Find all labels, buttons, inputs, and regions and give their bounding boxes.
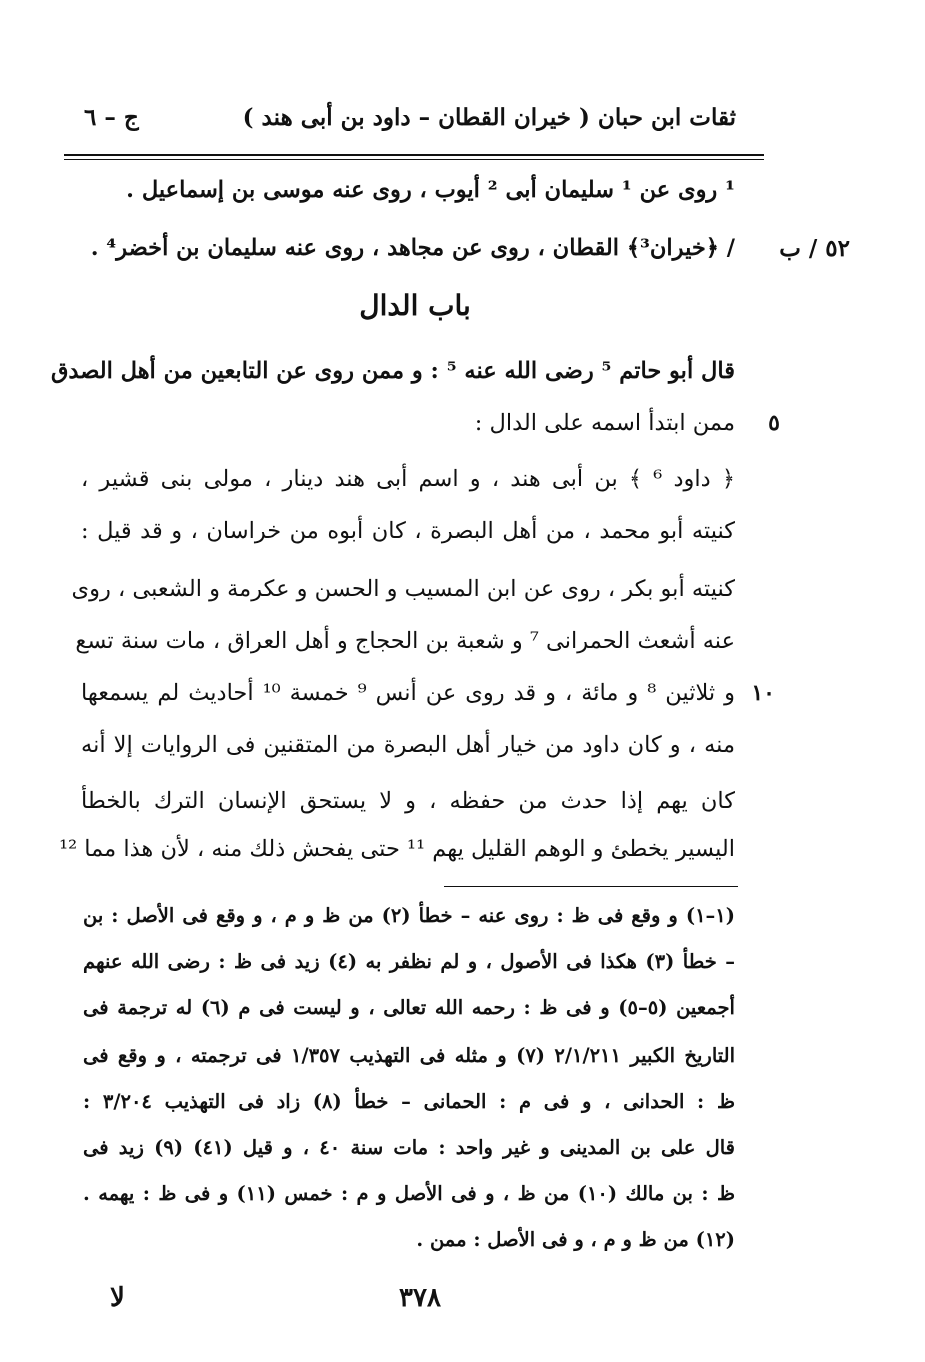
volume-label: ج – ٦: [84, 104, 139, 131]
footnote-rule: [444, 886, 738, 887]
section-title: باب الدال: [359, 289, 471, 322]
body-line: عنه أشعث الحمرانى ⁷ و شعبة بن الحجاج و أهل العراق ، مات سنة تسع: [75, 628, 735, 654]
footnote-line: (١–١) و وقع فى ظ : روى عنه – خطأ (٢) من ظ و م ، و وقع فى الأصل : بن: [83, 904, 736, 927]
body-line: منه ، و كان داود من خيار أهل البصرة من المتقنين فى الروايات إلا أنه: [81, 732, 735, 758]
header-title: ثقات ابن حبان ( خيران القطان – داود بن أبى هند ): [242, 104, 736, 131]
body-line: و ثلاثين ⁸ و مائة ، و قد روى عن أنس ⁹ خمسة ¹⁰ أحاديث لم يسمعها: [81, 680, 735, 706]
running-header: [64, 104, 736, 148]
footnote-line: التاريخ الكبير ٢/١/٢١١ (٧) و مثله فى التهذيب ١/٣٥٧ فى ترجمته ، و وقع فى: [83, 1044, 736, 1067]
footnote-line: أجمعين (٥–٥) و فى ظ : رحمه الله تعالى ، و ليست فى م (٦) له ترجمة فى: [83, 996, 735, 1019]
line-number: ١٠: [751, 680, 775, 706]
header-rule: [64, 154, 764, 160]
body-line: كنيته أبو بكر ، روى عن ابن المسيب و الحسن و عكرمة و الشعبى ، روى: [71, 576, 735, 602]
intro-line: ممن ابتدأ اسمه على الدال :: [474, 410, 735, 436]
line-number: ٥: [768, 410, 780, 436]
footnote-line: قال على بن المدينى و غير واحد : مات سنة ٤٠ ، و قيل (٤١) (٩) زيد فى: [83, 1136, 735, 1159]
body-line: كنيته أبو محمد ، من أهل البصرة ، كان أبوه من خراسان ، و قد قيل :: [81, 518, 735, 544]
page-number: ٣٧٨: [399, 1283, 441, 1313]
footnote-line: ظ : بن مالك (١٠) من ظ ، و فى الأصل و م : خمس (١١) و فى ظ : يهمه .: [83, 1182, 735, 1205]
footnote-line: (١٢) من ظ و م ، و فى الأصل : ممن .: [416, 1228, 735, 1251]
intro-line: قال أبو حاتم ⁵ رضى الله عنه ⁵ : و ممن روى عن التابعين من أهل الصدق: [50, 358, 735, 384]
margin-folio: ٥٢ / ب: [779, 235, 850, 262]
signature-mark: لا: [110, 1283, 125, 1313]
body-line: اليسير يخطئ و الوهم القليل يهم ¹¹ حتى يفحش ذلك منه ، لأن هذا مما ¹²: [59, 836, 735, 862]
footnote-line: – خطأ (٣) هكذا فى الأصول ، و لم نظفر به (٤) زيد فى ظ : رضى الله عنهم: [83, 950, 736, 973]
body-line: ﴿ داود ⁶ ﴾ بن أبى هند ، و اسم أبى هند دينار ، مولى بنى قشير ،: [81, 466, 735, 492]
text-line: ¹ روى عن ¹ سليمان أبى ² أيوب ، روى عنه موسى بن إسماعيل .: [126, 177, 735, 203]
footnote-line: ظ : الحدانى ، و فى م : الحمانى – خطأ (٨) زاد فى التهذيب ٣/٢٠٤ :: [83, 1090, 735, 1113]
text-line: / ﴿خيران³﴾ القطان ، روى عن مجاهد ، روى عنه سليمان بن أخضر⁴ .: [90, 235, 735, 261]
body-line: كان يهم إذا حدث من حفظه ، و لا يستحق الإنسان الترك بالخطأ: [81, 788, 735, 814]
